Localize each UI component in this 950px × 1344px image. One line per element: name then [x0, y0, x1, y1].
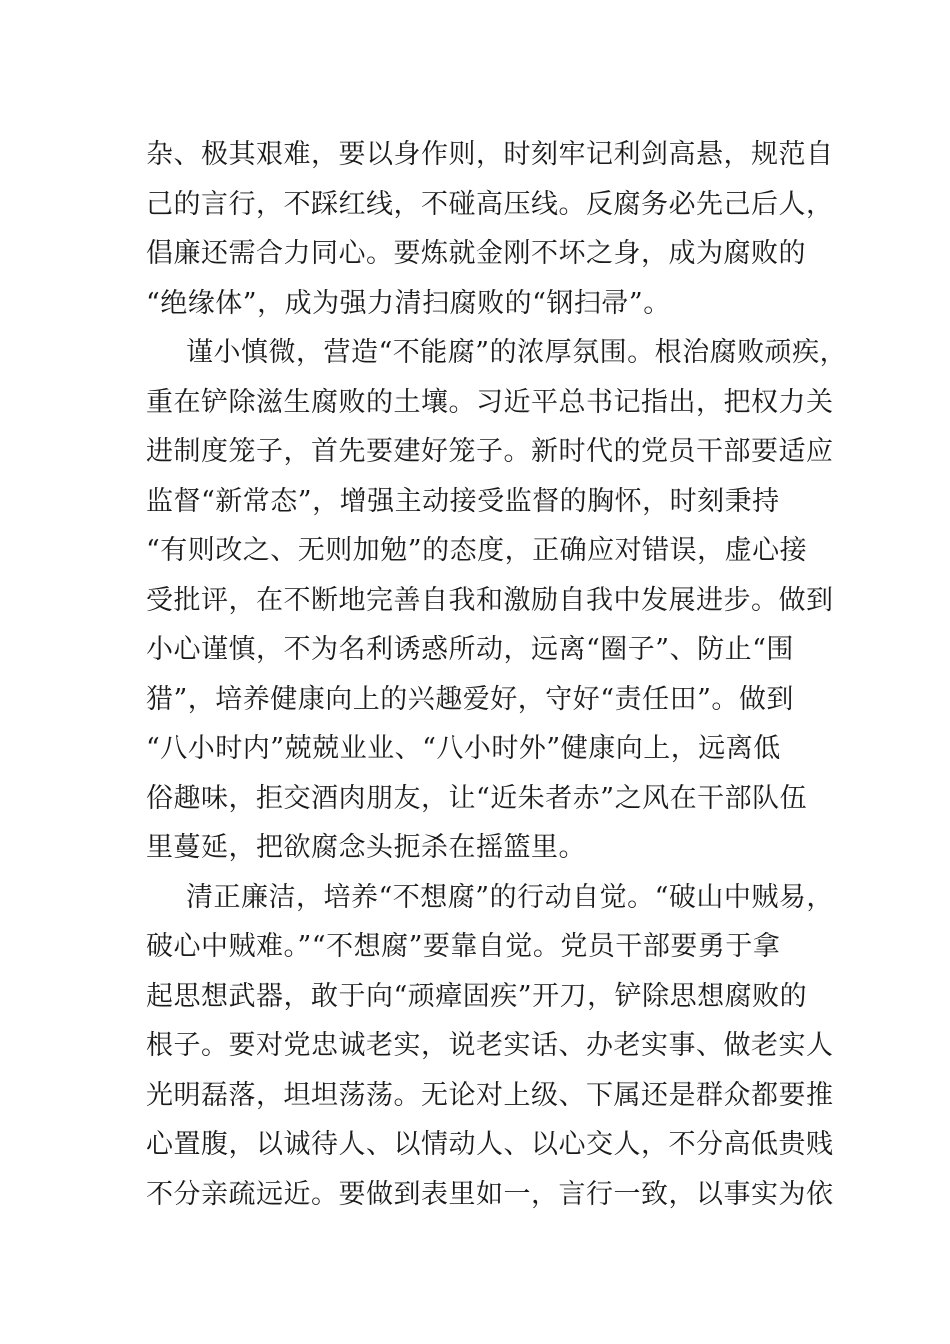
- text-line: 不分亲疏远近。要做到表里如一，言行一致，以事实为依: [146, 1178, 834, 1210]
- text-line: 清正廉洁，培养“不想腐”的行动自觉。“破山中贼易，: [186, 881, 834, 913]
- text-line: 监督“新常态”，增强主动接受监督的胸怀，时刻秉持: [146, 485, 780, 517]
- text-line: 小心谨慎，不为名利诱惑所动，远离“圈子”、防止“围: [146, 634, 794, 665]
- text-line: 己的言行，不踩红线，不碰高压线。反腐务必先己后人，: [146, 188, 834, 220]
- text-line: 俗趣味，拒交酒肉朋友，让“近朱者赤”之风在干部队伍: [146, 782, 808, 814]
- text-line: 受批评，在不断地完善自我和激励自我中发展进步。做到: [146, 584, 834, 616]
- text-line: “绝缘体”，成为强力清扫腐败的“钢扫帚”。: [146, 287, 671, 319]
- document-body: [146, 130, 848, 1219]
- text-line: 进制度笼子，首先要建好笼子。新时代的党员干部要适应: [146, 436, 834, 467]
- text-line: 起思想武器，敢于向“顽瘴固疾”开刀，铲除思想腐败的: [146, 980, 808, 1012]
- text-line: 根子。要对党忠诚老实，说老实话、办老实事、做老实人: [146, 1030, 834, 1061]
- text-line: “有则改之、无则加勉”的态度，正确应对错误，虚心接: [146, 535, 808, 566]
- text-line: 心置腹，以诚待人、以情动人、以心交人，不分高低贵贱: [146, 1129, 834, 1160]
- text-line: 杂、极其艰难，要以身作则，时刻牢记利剑高悬，规范自: [146, 139, 834, 170]
- text-line: 里蔓延，把欲腐念头扼杀在摇篮里。: [146, 832, 586, 863]
- text-line: 重在铲除滋生腐败的土壤。习近平总书记指出，把权力关: [146, 386, 834, 418]
- text-line: “八小时内”兢兢业业、“八小时外”健康向上，远离低: [146, 733, 781, 764]
- text-line: 猎”，培养健康向上的兴趣爱好，守好“责任田”。做到: [146, 683, 794, 715]
- text-line: 倡廉还需合力同心。要炼就金刚不坏之身，成为腐败的: [146, 238, 806, 269]
- text-line: 谨小慎微，营造“不能腐”的浓厚氛围。根治腐败顽疾，: [186, 337, 848, 368]
- text-line: 光明磊落，坦坦荡荡。无论对上级、下属还是群众都要推: [146, 1079, 834, 1111]
- text-line: 破心中贼难。”“不想腐”要靠自觉。党员干部要勇于拿: [146, 931, 781, 962]
